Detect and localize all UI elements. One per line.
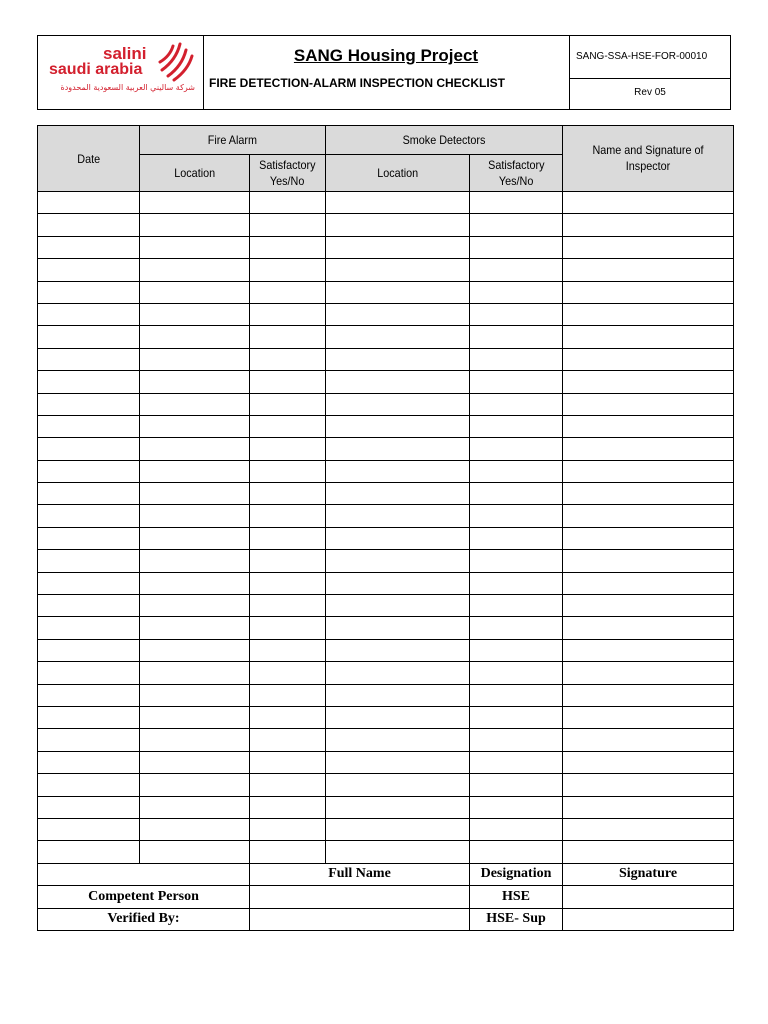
cell-smoke-location[interactable]: [326, 348, 470, 370]
logo-brand-region: saudi arabia: [49, 61, 143, 78]
cell-inspector[interactable]: [563, 774, 734, 796]
cell-fire-alarm-satisfactory[interactable]: [250, 326, 326, 348]
cell-fire-alarm-location[interactable]: [140, 505, 250, 527]
column-header-date: Date: [38, 126, 140, 192]
cell-smoke-satisfactory[interactable]: [470, 303, 563, 325]
cell-smoke-satisfactory[interactable]: [470, 751, 563, 773]
cell-smoke-location[interactable]: [326, 236, 470, 258]
table-row: [38, 684, 734, 706]
cell-smoke-satisfactory[interactable]: [470, 706, 563, 728]
group-header-smoke-detectors: Smoke Detectors: [326, 126, 563, 155]
cell-date[interactable]: [38, 662, 140, 684]
table-row: [38, 483, 734, 505]
cell-date[interactable]: [38, 415, 140, 437]
cell-date[interactable]: [38, 684, 140, 706]
cell-fire-alarm-satisfactory[interactable]: [250, 438, 326, 460]
cell-fire-alarm-satisfactory[interactable]: [250, 841, 326, 863]
cell-smoke-location[interactable]: [326, 617, 470, 639]
cell-date[interactable]: [38, 236, 140, 258]
cell-date[interactable]: [38, 348, 140, 370]
cell-fire-alarm-location[interactable]: [140, 192, 250, 214]
cell-inspector[interactable]: [563, 796, 734, 818]
cell-smoke-satisfactory[interactable]: [470, 729, 563, 751]
cell-inspector[interactable]: [563, 371, 734, 393]
cell-inspector[interactable]: [563, 729, 734, 751]
column-header-fire-alarm-satisfactory: Satisfactory Yes/No: [250, 155, 326, 192]
cell-fire-alarm-satisfactory[interactable]: [250, 348, 326, 370]
cell-inspector[interactable]: [563, 483, 734, 505]
cell-fire-alarm-location[interactable]: [140, 662, 250, 684]
cell-inspector[interactable]: [563, 348, 734, 370]
cell-fire-alarm-satisfactory[interactable]: [250, 662, 326, 684]
cell-fire-alarm-location[interactable]: [140, 214, 250, 236]
table-row: [38, 550, 734, 572]
cell-fire-alarm-satisfactory[interactable]: [250, 505, 326, 527]
cell-date[interactable]: [38, 326, 140, 348]
cell-smoke-location[interactable]: [326, 841, 470, 863]
table-row: [38, 796, 734, 818]
column-header-smoke-satisfactory: Satisfactory Yes/No: [470, 155, 563, 192]
cell-fire-alarm-satisfactory[interactable]: [250, 684, 326, 706]
cell-smoke-location[interactable]: [326, 751, 470, 773]
cell-smoke-location[interactable]: [326, 818, 470, 840]
cell-fire-alarm-satisfactory[interactable]: [250, 303, 326, 325]
document-code: SANG-SSA-HSE-FOR-00010: [576, 51, 708, 62]
signoff-header-signature: Signature: [563, 863, 734, 885]
cell-smoke-satisfactory[interactable]: [470, 595, 563, 617]
cell-fire-alarm-location[interactable]: [140, 393, 250, 415]
cell-fire-alarm-location[interactable]: [140, 550, 250, 572]
group-header-fire-alarm: Fire Alarm: [140, 126, 326, 155]
table-row: [38, 259, 734, 281]
cell-fire-alarm-satisfactory[interactable]: [250, 483, 326, 505]
cell-smoke-satisfactory[interactable]: [470, 818, 563, 840]
column-header-smoke-location: Location: [326, 155, 470, 192]
cell-date[interactable]: [38, 706, 140, 728]
table-row: [38, 617, 734, 639]
cell-fire-alarm-location[interactable]: [140, 751, 250, 773]
cell-fire-alarm-satisfactory[interactable]: [250, 751, 326, 773]
cell-smoke-satisfactory[interactable]: [470, 774, 563, 796]
cell-date[interactable]: [38, 192, 140, 214]
cell-date[interactable]: [38, 527, 140, 549]
table-row: [38, 236, 734, 258]
cell-date[interactable]: [38, 393, 140, 415]
cell-fire-alarm-satisfactory[interactable]: [250, 796, 326, 818]
cell-smoke-location[interactable]: [326, 729, 470, 751]
table-row: [38, 371, 734, 393]
cell-fire-alarm-satisfactory[interactable]: [250, 371, 326, 393]
cell-fire-alarm-location[interactable]: [140, 348, 250, 370]
cell-smoke-satisfactory[interactable]: [470, 841, 563, 863]
cell-smoke-satisfactory[interactable]: [470, 527, 563, 549]
cell-fire-alarm-satisfactory[interactable]: [250, 774, 326, 796]
cell-fire-alarm-location[interactable]: [140, 326, 250, 348]
signoff-designation: HSE- Sup: [470, 908, 563, 930]
cell-smoke-satisfactory[interactable]: [470, 415, 563, 437]
cell-inspector[interactable]: [563, 393, 734, 415]
cell-fire-alarm-satisfactory[interactable]: [250, 460, 326, 482]
cell-inspector[interactable]: [563, 236, 734, 258]
cell-smoke-satisfactory[interactable]: [470, 214, 563, 236]
cell-date[interactable]: [38, 751, 140, 773]
cell-fire-alarm-location[interactable]: [140, 483, 250, 505]
cell-fire-alarm-satisfactory[interactable]: [250, 214, 326, 236]
cell-fire-alarm-location[interactable]: [140, 281, 250, 303]
table-row: [38, 818, 734, 840]
cell-smoke-satisfactory[interactable]: [470, 371, 563, 393]
table-row: [38, 662, 734, 684]
table-row: [38, 214, 734, 236]
cell-fire-alarm-satisfactory[interactable]: [250, 550, 326, 572]
cell-inspector[interactable]: [563, 550, 734, 572]
cell-fire-alarm-satisfactory[interactable]: [250, 281, 326, 303]
column-header-fire-alarm-location: Location: [140, 155, 250, 192]
cell-inspector[interactable]: [563, 662, 734, 684]
company-logo: [38, 36, 204, 109]
cell-smoke-location[interactable]: [326, 415, 470, 437]
cell-inspector[interactable]: [563, 505, 734, 527]
cell-inspector[interactable]: [563, 818, 734, 840]
cell-date[interactable]: [38, 303, 140, 325]
cell-smoke-location[interactable]: [326, 483, 470, 505]
cell-smoke-satisfactory[interactable]: [470, 662, 563, 684]
cell-fire-alarm-satisfactory[interactable]: [250, 617, 326, 639]
cell-date[interactable]: [38, 259, 140, 281]
table-row: [38, 438, 734, 460]
cell-inspector[interactable]: [563, 639, 734, 661]
cell-smoke-location[interactable]: [326, 192, 470, 214]
cell-fire-alarm-location[interactable]: [140, 818, 250, 840]
table-row: [38, 415, 734, 437]
logo-arabic-name: شركة ساليني العربية السعودية المحدودة: [60, 83, 195, 92]
signoff-signature-field[interactable]: [563, 908, 734, 930]
document-code-cell: [570, 36, 730, 79]
cell-smoke-location[interactable]: [326, 371, 470, 393]
cell-smoke-location[interactable]: [326, 460, 470, 482]
table-row: [38, 706, 734, 728]
cell-fire-alarm-location[interactable]: [140, 460, 250, 482]
table-row: [38, 639, 734, 661]
cell-smoke-location[interactable]: [326, 706, 470, 728]
cell-smoke-location[interactable]: [326, 595, 470, 617]
cell-smoke-location[interactable]: [326, 550, 470, 572]
cell-date[interactable]: [38, 281, 140, 303]
cell-fire-alarm-location[interactable]: [140, 706, 250, 728]
cell-fire-alarm-location[interactable]: [140, 236, 250, 258]
cell-smoke-location[interactable]: [326, 438, 470, 460]
cell-inspector[interactable]: [563, 281, 734, 303]
cell-inspector[interactable]: [563, 706, 734, 728]
cell-fire-alarm-location[interactable]: [140, 303, 250, 325]
cell-smoke-satisfactory[interactable]: [470, 684, 563, 706]
cell-smoke-location[interactable]: [326, 259, 470, 281]
cell-fire-alarm-satisfactory[interactable]: [250, 595, 326, 617]
revision-label: Rev 05: [634, 87, 666, 98]
signoff-header-row: [38, 863, 734, 885]
table-row: [38, 393, 734, 415]
cell-fire-alarm-location[interactable]: [140, 527, 250, 549]
cell-date[interactable]: [38, 460, 140, 482]
logo-brand-name: salini: [103, 44, 147, 63]
cell-smoke-location[interactable]: [326, 796, 470, 818]
signoff-header-designation: Designation: [470, 863, 563, 885]
cell-inspector[interactable]: [563, 527, 734, 549]
cell-date[interactable]: [38, 572, 140, 594]
cell-fire-alarm-location[interactable]: [140, 841, 250, 863]
cell-fire-alarm-location[interactable]: [140, 617, 250, 639]
cell-inspector[interactable]: [563, 259, 734, 281]
cell-fire-alarm-satisfactory[interactable]: [250, 572, 326, 594]
cell-fire-alarm-location[interactable]: [140, 684, 250, 706]
table-row: [38, 595, 734, 617]
cell-smoke-satisfactory[interactable]: [470, 460, 563, 482]
cell-smoke-location[interactable]: [326, 326, 470, 348]
cell-fire-alarm-satisfactory[interactable]: [250, 818, 326, 840]
cell-smoke-location[interactable]: [326, 303, 470, 325]
cell-fire-alarm-location[interactable]: [140, 796, 250, 818]
cell-inspector[interactable]: [563, 192, 734, 214]
cell-inspector[interactable]: [563, 841, 734, 863]
table-row: [38, 572, 734, 594]
cell-smoke-location[interactable]: [326, 393, 470, 415]
cell-fire-alarm-satisfactory[interactable]: [250, 706, 326, 728]
cell-fire-alarm-location[interactable]: [140, 259, 250, 281]
cell-smoke-satisfactory[interactable]: [470, 348, 563, 370]
cell-smoke-location[interactable]: [326, 684, 470, 706]
cell-smoke-satisfactory[interactable]: [470, 393, 563, 415]
cell-inspector[interactable]: [563, 684, 734, 706]
cell-smoke-satisfactory[interactable]: [470, 550, 563, 572]
cell-date[interactable]: [38, 214, 140, 236]
document-title: FIRE DETECTION-ALARM INSPECTION CHECKLIST: [209, 76, 505, 90]
cell-date[interactable]: [38, 483, 140, 505]
signoff-header-full-name: Full Name: [250, 863, 470, 885]
title-cell: [203, 36, 570, 109]
cell-smoke-location[interactable]: [326, 527, 470, 549]
cell-date[interactable]: [38, 639, 140, 661]
table-row: [38, 348, 734, 370]
cell-date[interactable]: [38, 595, 140, 617]
cell-smoke-location[interactable]: [326, 774, 470, 796]
cell-smoke-location[interactable]: [326, 662, 470, 684]
cell-fire-alarm-satisfactory[interactable]: [250, 259, 326, 281]
cell-smoke-satisfactory[interactable]: [470, 259, 563, 281]
cell-fire-alarm-location[interactable]: [140, 438, 250, 460]
cell-smoke-satisfactory[interactable]: [470, 236, 563, 258]
cell-inspector[interactable]: [563, 751, 734, 773]
cell-fire-alarm-satisfactory[interactable]: [250, 729, 326, 751]
cell-fire-alarm-location[interactable]: [140, 595, 250, 617]
signoff-row-verified-by: [38, 908, 734, 930]
signoff-designation: HSE: [470, 886, 563, 908]
cell-fire-alarm-satisfactory[interactable]: [250, 393, 326, 415]
table-row: [38, 774, 734, 796]
cell-inspector[interactable]: [563, 303, 734, 325]
table-row: [38, 192, 734, 214]
signoff-role-header: [38, 863, 250, 885]
signoff-role: Verified By:: [38, 908, 250, 930]
signoff-role: Competent Person: [38, 886, 250, 908]
cell-fire-alarm-satisfactory[interactable]: [250, 639, 326, 661]
table-row: [38, 751, 734, 773]
cell-inspector[interactable]: [563, 415, 734, 437]
project-title: SANG Housing Project: [293, 46, 479, 65]
signoff-row-competent-person: [38, 886, 734, 908]
table-row: [38, 281, 734, 303]
table-row: [38, 729, 734, 751]
cell-date[interactable]: [38, 841, 140, 863]
cell-smoke-satisfactory[interactable]: [470, 483, 563, 505]
inspection-checklist-table: [37, 125, 734, 931]
cell-date[interactable]: [38, 818, 140, 840]
cell-smoke-satisfactory[interactable]: [470, 639, 563, 661]
cell-date[interactable]: [38, 774, 140, 796]
cell-fire-alarm-location[interactable]: [140, 371, 250, 393]
cell-inspector[interactable]: [563, 595, 734, 617]
cell-smoke-satisfactory[interactable]: [470, 572, 563, 594]
cell-smoke-location[interactable]: [326, 639, 470, 661]
table-row: [38, 527, 734, 549]
cell-inspector[interactable]: [563, 617, 734, 639]
cell-smoke-satisfactory[interactable]: [470, 796, 563, 818]
cell-fire-alarm-location[interactable]: [140, 415, 250, 437]
signoff-signature-field[interactable]: [563, 886, 734, 908]
cell-date[interactable]: [38, 796, 140, 818]
cell-smoke-satisfactory[interactable]: [470, 326, 563, 348]
table-row: [38, 505, 734, 527]
cell-inspector[interactable]: [563, 214, 734, 236]
cell-inspector[interactable]: [563, 438, 734, 460]
cell-smoke-location[interactable]: [326, 505, 470, 527]
cell-fire-alarm-satisfactory[interactable]: [250, 192, 326, 214]
table-row: [38, 326, 734, 348]
cell-smoke-satisfactory[interactable]: [470, 438, 563, 460]
cell-inspector[interactable]: [563, 460, 734, 482]
cell-fire-alarm-satisfactory[interactable]: [250, 415, 326, 437]
cell-date[interactable]: [38, 438, 140, 460]
revision-cell: [570, 78, 730, 109]
table-row: [38, 460, 734, 482]
signoff-full-name-field[interactable]: [250, 908, 470, 930]
cell-smoke-location[interactable]: [326, 281, 470, 303]
cell-fire-alarm-location[interactable]: [140, 639, 250, 661]
cell-smoke-satisfactory[interactable]: [470, 281, 563, 303]
salini-mark-icon: [156, 40, 196, 82]
cell-smoke-location[interactable]: [326, 572, 470, 594]
cell-smoke-satisfactory[interactable]: [470, 505, 563, 527]
cell-date[interactable]: [38, 550, 140, 572]
cell-fire-alarm-satisfactory[interactable]: [250, 527, 326, 549]
cell-fire-alarm-location[interactable]: [140, 729, 250, 751]
cell-date[interactable]: [38, 505, 140, 527]
column-header-inspector: Name and Signature of Inspector: [563, 126, 734, 192]
cell-smoke-location[interactable]: [326, 214, 470, 236]
cell-smoke-satisfactory[interactable]: [470, 617, 563, 639]
cell-inspector[interactable]: [563, 326, 734, 348]
cell-fire-alarm-satisfactory[interactable]: [250, 236, 326, 258]
signoff-full-name-field[interactable]: [250, 886, 470, 908]
cell-smoke-satisfactory[interactable]: [470, 192, 563, 214]
cell-date[interactable]: [38, 617, 140, 639]
table-row: [38, 841, 734, 863]
document-header: [37, 35, 731, 110]
cell-date[interactable]: [38, 729, 140, 751]
cell-inspector[interactable]: [563, 572, 734, 594]
cell-fire-alarm-location[interactable]: [140, 774, 250, 796]
cell-date[interactable]: [38, 371, 140, 393]
table-row: [38, 303, 734, 325]
cell-fire-alarm-location[interactable]: [140, 572, 250, 594]
